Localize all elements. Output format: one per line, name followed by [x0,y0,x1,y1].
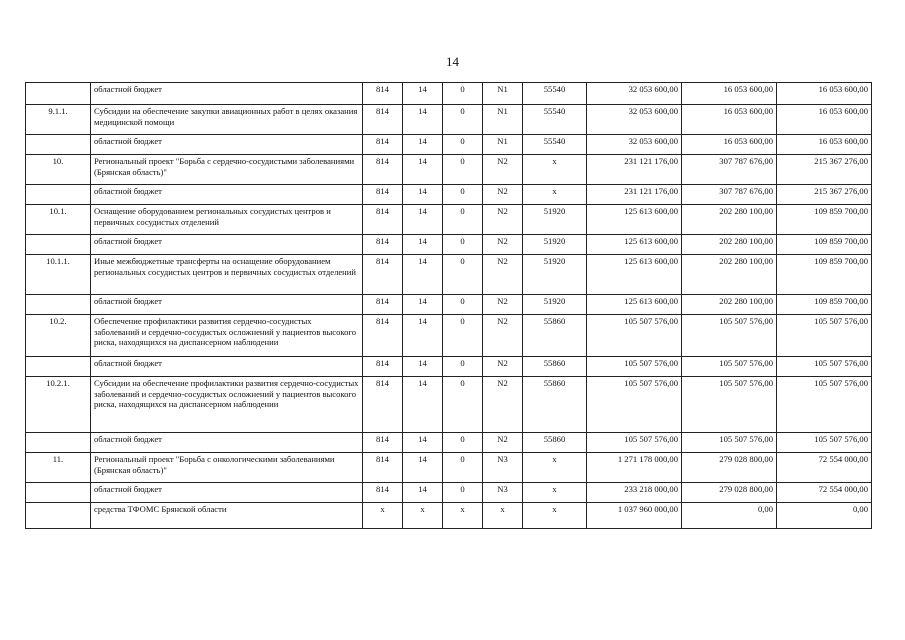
code-4-cell: N2 [483,155,523,185]
code-4-cell: N2 [483,185,523,205]
code-4-cell: N2 [483,205,523,235]
code-3-cell: 0 [443,255,483,295]
code-3-cell: 0 [443,83,483,105]
code-1-cell: 814 [363,255,403,295]
code-4-cell: N1 [483,105,523,135]
row-name-cell: Иные межбюджетные трансферты на оснащение оборудованием региональных сосудистых центров и первичных сосудистых отделений [91,255,363,295]
amount-3-cell: 0,00 [777,503,872,529]
code-1-cell: 814 [363,295,403,315]
amount-2-cell: 16 053 600,00 [682,105,777,135]
table-row [26,503,872,529]
code-5-cell: 51920 [523,205,587,235]
code-5-cell: x [523,483,587,503]
row-name-cell: областной бюджет [91,295,363,315]
code-3-cell: 0 [443,377,483,433]
code-5-cell: x [523,453,587,483]
row-name-cell: областной бюджет [91,483,363,503]
amount-3-cell: 105 507 576,00 [777,377,872,433]
amount-3-cell: 105 507 576,00 [777,433,872,453]
code-1-cell: 814 [363,205,403,235]
amount-2-cell: 307 787 676,00 [682,155,777,185]
table-row [26,255,872,295]
code-5-cell: 51920 [523,295,587,315]
table-row [26,377,872,433]
amount-2-cell: 16 053 600,00 [682,83,777,105]
amount-3-cell: 215 367 276,00 [777,185,872,205]
table-row [26,357,872,377]
code-5-cell: 55540 [523,135,587,155]
row-number-cell [26,357,91,377]
table-row [26,453,872,483]
amount-2-cell: 105 507 576,00 [682,357,777,377]
amount-3-cell: 72 554 000,00 [777,453,872,483]
code-1-cell: 814 [363,105,403,135]
row-name-cell: Субсидии на обеспечение профилактики развития сердечно-сосудистых заболеваний и сердечно-сосудистых осложнений у пациентов высокого риска, находящихся на диспансерном наблюдении [91,377,363,433]
table-row [26,483,872,503]
row-number-cell [26,295,91,315]
amount-3-cell: 16 053 600,00 [777,135,872,155]
code-3-cell: 0 [443,453,483,483]
amount-1-cell: 32 053 600,00 [587,105,682,135]
row-number-cell [26,135,91,155]
code-3-cell: 0 [443,433,483,453]
amount-1-cell: 231 121 176,00 [587,185,682,205]
amount-2-cell: 202 280 100,00 [682,235,777,255]
code-1-cell: 814 [363,235,403,255]
row-number-cell [26,235,91,255]
amount-1-cell: 233 218 000,00 [587,483,682,503]
code-2-cell: 14 [403,295,443,315]
row-name-cell: областной бюджет [91,357,363,377]
amount-3-cell: 16 053 600,00 [777,105,872,135]
row-name-cell: областной бюджет [91,235,363,255]
amount-1-cell: 105 507 576,00 [587,377,682,433]
amount-1-cell: 32 053 600,00 [587,83,682,105]
code-5-cell: 51920 [523,255,587,295]
code-4-cell: N2 [483,295,523,315]
amount-2-cell: 279 028 800,00 [682,483,777,503]
amount-2-cell: 202 280 100,00 [682,295,777,315]
code-5-cell: x [523,155,587,185]
table-row [26,105,872,135]
code-2-cell: 14 [403,433,443,453]
table-row [26,205,872,235]
code-1-cell: 814 [363,453,403,483]
code-2-cell: 14 [403,83,443,105]
budget-table [25,82,872,529]
code-1-cell: 814 [363,185,403,205]
code-3-cell: 0 [443,235,483,255]
row-number-cell: 10. [26,155,91,185]
code-2-cell: x [403,503,443,529]
code-2-cell: 14 [403,483,443,503]
amount-1-cell: 105 507 576,00 [587,315,682,357]
code-3-cell: 0 [443,135,483,155]
code-1-cell: 814 [363,135,403,155]
code-1-cell: 814 [363,483,403,503]
row-name-cell: Региональный проект "Борьба с сердечно-сосудистыми заболеваниями (Брянская область)" [91,155,363,185]
amount-2-cell: 0,00 [682,503,777,529]
row-name-cell: областной бюджет [91,433,363,453]
amount-1-cell: 105 507 576,00 [587,433,682,453]
row-number-cell [26,433,91,453]
table-row [26,155,872,185]
table-row [26,235,872,255]
code-5-cell: 51920 [523,235,587,255]
table-row [26,295,872,315]
code-5-cell: 55540 [523,83,587,105]
row-number-cell: 10.1. [26,205,91,235]
code-4-cell: N3 [483,483,523,503]
code-3-cell: x [443,503,483,529]
code-1-cell: 814 [363,357,403,377]
table-row [26,83,872,105]
amount-2-cell: 279 028 800,00 [682,453,777,483]
amount-3-cell: 109 859 700,00 [777,235,872,255]
code-5-cell: 55860 [523,357,587,377]
amount-1-cell: 125 613 600,00 [587,205,682,235]
amount-2-cell: 105 507 576,00 [682,377,777,433]
code-2-cell: 14 [403,357,443,377]
code-4-cell: N2 [483,255,523,295]
code-5-cell: x [523,185,587,205]
code-2-cell: 14 [403,377,443,433]
amount-3-cell: 109 859 700,00 [777,205,872,235]
code-4-cell: N2 [483,235,523,255]
amount-3-cell: 105 507 576,00 [777,357,872,377]
row-name-cell: Обеспечение профилактики развития сердечно-сосудистых заболеваний и сердечно-сосудистых осложнений у пациентов высокого риска, находящихся на диспансерном наблюдении [91,315,363,357]
amount-2-cell: 202 280 100,00 [682,205,777,235]
amount-3-cell: 16 053 600,00 [777,83,872,105]
code-4-cell: N3 [483,453,523,483]
row-number-cell [26,483,91,503]
code-4-cell: N2 [483,357,523,377]
amount-3-cell: 109 859 700,00 [777,255,872,295]
page-number: 14 [446,54,459,69]
amount-2-cell: 105 507 576,00 [682,433,777,453]
code-3-cell: 0 [443,357,483,377]
row-number-cell: 10.2. [26,315,91,357]
code-2-cell: 14 [403,135,443,155]
amount-2-cell: 307 787 676,00 [682,185,777,205]
code-1-cell: 814 [363,83,403,105]
code-1-cell: 814 [363,433,403,453]
budget-table-body [26,83,872,529]
code-4-cell: N1 [483,135,523,155]
code-4-cell: N1 [483,83,523,105]
amount-1-cell: 231 121 176,00 [587,155,682,185]
table-row [26,135,872,155]
amount-2-cell: 105 507 576,00 [682,315,777,357]
row-number-cell: 9.1.1. [26,105,91,135]
row-number-cell: 10.1.1. [26,255,91,295]
row-name-cell: Оснащение оборудованием региональных сосудистых центров и первичных сосудистых отделений [91,205,363,235]
code-3-cell: 0 [443,155,483,185]
code-2-cell: 14 [403,235,443,255]
row-name-cell: областной бюджет [91,83,363,105]
amount-2-cell: 202 280 100,00 [682,255,777,295]
code-3-cell: 0 [443,315,483,357]
amount-2-cell: 16 053 600,00 [682,135,777,155]
code-2-cell: 14 [403,105,443,135]
code-5-cell: 55540 [523,105,587,135]
amount-1-cell: 1 271 178 000,00 [587,453,682,483]
row-number-cell [26,185,91,205]
amount-1-cell: 125 613 600,00 [587,235,682,255]
table-row [26,433,872,453]
code-1-cell: 814 [363,155,403,185]
amount-3-cell: 105 507 576,00 [777,315,872,357]
code-1-cell: 814 [363,377,403,433]
code-5-cell: 55860 [523,433,587,453]
code-2-cell: 14 [403,185,443,205]
code-3-cell: 0 [443,105,483,135]
code-5-cell: x [523,503,587,529]
code-2-cell: 14 [403,315,443,357]
code-1-cell: 814 [363,315,403,357]
amount-3-cell: 215 367 276,00 [777,155,872,185]
row-number-cell: 10.2.1. [26,377,91,433]
code-2-cell: 14 [403,155,443,185]
code-3-cell: 0 [443,483,483,503]
amount-1-cell: 105 507 576,00 [587,357,682,377]
row-name-cell: Субсидии на обеспечение закупки авиационных работ в целях оказания медицинской помощи [91,105,363,135]
amount-3-cell: 109 859 700,00 [777,295,872,315]
row-number-cell [26,83,91,105]
code-2-cell: 14 [403,255,443,295]
code-1-cell: x [363,503,403,529]
amount-1-cell: 32 053 600,00 [587,135,682,155]
row-name-cell: областной бюджет [91,135,363,155]
row-name-cell: областной бюджет [91,185,363,205]
code-5-cell: 55860 [523,377,587,433]
amount-1-cell: 125 613 600,00 [587,295,682,315]
row-name-cell: средства ТФОМС Брянской области [91,503,363,529]
code-4-cell: N2 [483,315,523,357]
table-row [26,315,872,357]
table-row [26,185,872,205]
code-4-cell: N2 [483,433,523,453]
code-4-cell: x [483,503,523,529]
row-name-cell: Региональный проект "Борьба с онкологическими заболеваниями (Брянская область)" [91,453,363,483]
row-number-cell: 11. [26,453,91,483]
amount-3-cell: 72 554 000,00 [777,483,872,503]
amount-1-cell: 125 613 600,00 [587,255,682,295]
code-2-cell: 14 [403,205,443,235]
amount-1-cell: 1 037 960 000,00 [587,503,682,529]
code-3-cell: 0 [443,185,483,205]
row-number-cell [26,503,91,529]
code-5-cell: 55860 [523,315,587,357]
code-2-cell: 14 [403,453,443,483]
code-3-cell: 0 [443,205,483,235]
code-3-cell: 0 [443,295,483,315]
code-4-cell: N2 [483,377,523,433]
